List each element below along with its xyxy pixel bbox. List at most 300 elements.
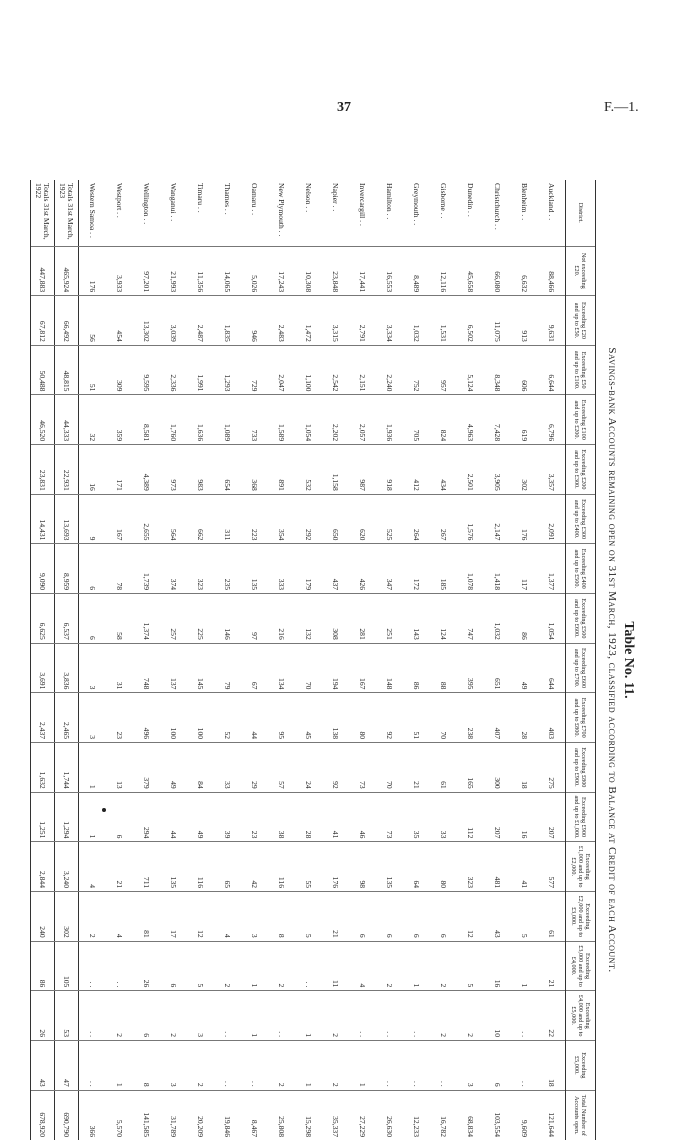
value-cell: 1 <box>79 743 107 793</box>
value-cell: 1,418 <box>484 544 511 594</box>
value-cell: 61 <box>538 892 566 942</box>
value-cell: 5 <box>457 941 484 991</box>
value-cell: 292 <box>295 494 322 544</box>
value-cell: 3,315 <box>322 296 349 346</box>
header-column-10: Exceeding £700 and up to £800. <box>566 693 596 743</box>
district-cell: Westport . . <box>115 183 124 218</box>
value-cell: 14,065 <box>214 246 241 296</box>
value-cell: 366 <box>79 1090 107 1140</box>
value-cell: 294 <box>133 792 160 842</box>
value-cell: 21 <box>403 743 430 793</box>
value-cell: 1,472 <box>295 296 322 346</box>
value-cell: 454 <box>106 296 133 346</box>
value-cell: 6,644 <box>538 345 566 395</box>
header-column-9: Exceeding £600 and up to £700. <box>566 643 596 693</box>
value-cell: 23,848 <box>322 246 349 296</box>
value-cell: 47 <box>55 1041 79 1091</box>
value-cell: 46,520 <box>31 395 55 445</box>
value-cell: 32 <box>79 395 107 445</box>
value-cell: 16,782 <box>430 1090 457 1140</box>
table-row <box>133 180 160 1140</box>
value-cell: 267 <box>430 494 457 544</box>
value-cell: 25,808 <box>268 1090 295 1140</box>
value-cell: 45,658 <box>457 246 484 296</box>
value-cell: 138 <box>322 693 349 743</box>
value-cell: 13,693 <box>55 494 79 544</box>
value-cell: 84 <box>187 743 214 793</box>
header-column-8: Exceeding £500 and up to £600. <box>566 594 596 644</box>
value-cell: 172 <box>403 544 430 594</box>
district-cell: Wellington . . <box>142 183 151 225</box>
value-cell: 6 <box>403 892 430 942</box>
table-row <box>349 180 376 1140</box>
table-row <box>268 180 295 1140</box>
value-cell: 6 <box>133 991 160 1041</box>
value-cell: 43 <box>484 892 511 942</box>
value-cell: 121,644 <box>538 1090 566 1140</box>
district-cell: New Plymouth . . <box>277 183 286 237</box>
value-cell: 49 <box>511 643 538 693</box>
value-cell: 97 <box>241 594 268 644</box>
value-cell: 6,625 <box>31 594 55 644</box>
value-cell: 12,233 <box>403 1090 430 1140</box>
value-cell: 2,047 <box>268 345 295 395</box>
value-cell: 8,467 <box>241 1090 268 1140</box>
value-cell: 1,576 <box>457 494 484 544</box>
value-cell: 81 <box>133 892 160 942</box>
value-cell: 1,251 <box>31 792 55 842</box>
value-cell: 1 <box>79 792 107 842</box>
value-cell: 2,487 <box>187 296 214 346</box>
page-reference: F.—1. <box>604 100 639 115</box>
header-column-17: Exceeding £5,000. <box>566 1041 596 1091</box>
value-cell: 2,844 <box>31 842 55 892</box>
value-cell: . . <box>511 1041 538 1091</box>
value-cell: 5 <box>511 892 538 942</box>
value-cell: 51 <box>79 345 107 395</box>
table-row <box>214 180 241 1140</box>
value-cell: 1 <box>511 941 538 991</box>
value-cell: 2,240 <box>376 345 403 395</box>
value-cell: . . <box>403 1041 430 1091</box>
value-cell: 116 <box>268 842 295 892</box>
value-cell: 1,032 <box>484 594 511 644</box>
value-cell: 135 <box>241 544 268 594</box>
value-cell: 711 <box>133 842 160 892</box>
value-cell: 66,492 <box>55 296 79 346</box>
value-cell: 167 <box>349 643 376 693</box>
value-cell: 26 <box>31 991 55 1041</box>
value-cell: 39 <box>214 792 241 842</box>
value-cell: 437 <box>322 544 349 594</box>
value-cell: 79 <box>214 643 241 693</box>
value-cell: 281 <box>349 594 376 644</box>
value-cell: 662 <box>187 494 214 544</box>
value-cell: 309 <box>106 345 133 395</box>
value-cell: 14,431 <box>31 494 55 544</box>
value-cell: 4 <box>79 842 107 892</box>
value-cell: 67 <box>241 643 268 693</box>
table-row <box>322 180 349 1140</box>
district-cell: Invercargill . . <box>358 183 367 226</box>
value-cell: 1 <box>295 991 322 1041</box>
value-cell: 179 <box>295 544 322 594</box>
value-cell: 2 <box>457 991 484 1041</box>
value-cell: 300 <box>484 743 511 793</box>
header-column-5: Exceeding £200 and up to £300. <box>566 445 596 495</box>
value-cell: 2,655 <box>133 494 160 544</box>
value-cell: 88,466 <box>538 246 566 296</box>
value-cell: 1 <box>403 941 430 991</box>
header-column-12: Exceeding £900 and up to £1,000. <box>566 792 596 842</box>
header-column-16: Exceeding £4,000 and up to £5,000. <box>566 991 596 1041</box>
value-cell: 1,158 <box>322 445 349 495</box>
value-cell: 2,542 <box>322 345 349 395</box>
value-cell: . . <box>376 991 403 1041</box>
value-cell: 748 <box>133 643 160 693</box>
value-cell: 88 <box>430 643 457 693</box>
value-cell: 2 <box>160 991 187 1041</box>
value-cell: 1,589 <box>268 395 295 445</box>
district-cell: Totals 31st March, 1922 <box>31 180 55 246</box>
value-cell: 67,812 <box>31 296 55 346</box>
value-cell: 426 <box>349 544 376 594</box>
value-cell: 983 <box>187 445 214 495</box>
value-cell: 9,595 <box>133 345 160 395</box>
value-cell: 207 <box>484 792 511 842</box>
value-cell: 35 <box>403 792 430 842</box>
value-cell: 194 <box>322 643 349 693</box>
value-cell: 11,075 <box>484 296 511 346</box>
value-cell: 41 <box>322 792 349 842</box>
value-cell: 86 <box>403 643 430 693</box>
value-cell: 1,739 <box>133 544 160 594</box>
value-cell: 251 <box>376 594 403 644</box>
value-cell: 620 <box>349 494 376 544</box>
value-cell: 3,039 <box>160 296 187 346</box>
value-cell: 31,789 <box>160 1090 187 1140</box>
value-cell: 55 <box>295 842 322 892</box>
value-cell: 49 <box>160 743 187 793</box>
value-cell: 2,147 <box>484 494 511 544</box>
value-cell: 92 <box>376 693 403 743</box>
district-cell: Nelson . . <box>304 183 313 213</box>
value-cell: 19,846 <box>214 1090 241 1140</box>
value-cell: 6 <box>484 1041 511 1091</box>
value-cell: 50,488 <box>31 345 55 395</box>
value-cell: 13,302 <box>133 296 160 346</box>
value-cell: 1 <box>241 941 268 991</box>
value-cell: 2 <box>268 1041 295 1091</box>
value-cell: 3,240 <box>55 842 79 892</box>
value-cell: 12 <box>187 892 214 942</box>
value-cell: 27,229 <box>349 1090 376 1140</box>
value-cell: 43 <box>31 1041 55 1091</box>
value-cell: 21 <box>106 842 133 892</box>
value-cell: 2,437 <box>31 693 55 743</box>
header-column-15: Exceeding £3,000 and up to £4,000. <box>566 941 596 991</box>
value-cell: 3 <box>79 643 107 693</box>
value-cell: . . <box>214 991 241 1041</box>
district-cell: Thames . . <box>223 183 232 215</box>
value-cell: 31 <box>106 643 133 693</box>
value-cell: 3,933 <box>106 246 133 296</box>
value-cell: 135 <box>160 842 187 892</box>
value-cell: 171 <box>106 445 133 495</box>
value-cell: 6,537 <box>55 594 79 644</box>
value-cell: 116 <box>187 842 214 892</box>
value-cell: 651 <box>484 643 511 693</box>
district-cell: Blenheim . . <box>520 183 529 221</box>
value-cell: 8,348 <box>484 345 511 395</box>
value-cell: 92 <box>322 743 349 793</box>
value-cell: 10,308 <box>295 246 322 296</box>
value-cell: 2,791 <box>349 296 376 346</box>
value-cell: 1,531 <box>430 296 457 346</box>
value-cell: 29 <box>241 743 268 793</box>
value-cell: 311 <box>214 494 241 544</box>
value-cell: 12,116 <box>430 246 457 296</box>
value-cell: 16 <box>511 792 538 842</box>
value-cell: 447,883 <box>31 246 55 296</box>
value-cell: 64 <box>403 842 430 892</box>
value-cell: 918 <box>376 445 403 495</box>
savings-bank-table <box>30 180 596 1140</box>
value-cell: 705 <box>403 395 430 445</box>
value-cell: 465,924 <box>55 246 79 296</box>
value-cell: 1,100 <box>295 345 322 395</box>
value-cell: 3,905 <box>484 445 511 495</box>
value-cell: 4,389 <box>133 445 160 495</box>
table-row <box>430 180 457 1140</box>
value-cell: 650 <box>322 494 349 544</box>
value-cell: 86 <box>31 941 55 991</box>
header-column-7: Exceeding £400 and up to £500. <box>566 544 596 594</box>
value-cell: . . <box>79 1041 107 1091</box>
value-cell: 323 <box>457 842 484 892</box>
value-cell: 1,760 <box>160 395 187 445</box>
header-column-4: Exceeding £100 and up to £200. <box>566 395 596 445</box>
value-cell: 747 <box>457 594 484 644</box>
value-cell: 53 <box>55 991 79 1041</box>
value-cell: 145 <box>187 643 214 693</box>
table-body <box>31 180 566 1140</box>
value-cell: 132 <box>295 594 322 644</box>
value-cell: 987 <box>349 445 376 495</box>
district-cell: Christchurch . . <box>493 183 502 230</box>
value-cell: 80 <box>349 693 376 743</box>
value-cell: 481 <box>484 842 511 892</box>
value-cell: 275 <box>538 743 566 793</box>
table-row <box>538 180 566 1140</box>
value-cell: 302 <box>511 445 538 495</box>
table-row <box>484 180 511 1140</box>
value-cell: 2,336 <box>160 345 187 395</box>
value-cell: 98 <box>349 842 376 892</box>
value-cell: 4 <box>349 941 376 991</box>
value-cell: 44,333 <box>55 395 79 445</box>
value-cell: 13 <box>106 743 133 793</box>
value-cell: . . <box>295 941 322 991</box>
value-cell: 4 <box>106 892 133 942</box>
header-column-6: Exceeding £300 and up to £400. <box>566 494 596 544</box>
value-cell: 35,337 <box>322 1090 349 1140</box>
value-cell: . . <box>241 1041 268 1091</box>
value-cell: 6 <box>349 892 376 942</box>
header-column-18: Total Number of Accounts open. <box>566 1090 596 1140</box>
value-cell: . . <box>268 991 295 1041</box>
value-cell: 73 <box>349 743 376 793</box>
value-cell: 1 <box>349 1041 376 1091</box>
rotated-table-block <box>36 180 636 1140</box>
value-cell: 1,744 <box>55 743 79 793</box>
value-cell: 100 <box>160 693 187 743</box>
page-number: 37 <box>337 100 351 115</box>
value-cell: 42 <box>241 842 268 892</box>
value-cell: 752 <box>403 345 430 395</box>
value-cell: 8 <box>133 1041 160 1091</box>
value-cell: . . <box>79 941 107 991</box>
value-cell: 891 <box>268 445 295 495</box>
value-cell: 135 <box>376 842 403 892</box>
value-cell: 51 <box>403 693 430 743</box>
value-cell: 41 <box>511 842 538 892</box>
value-cell: 2 <box>430 991 457 1041</box>
value-cell: 1,294 <box>55 792 79 842</box>
value-cell: 5,026 <box>241 246 268 296</box>
value-cell: 3 <box>79 693 107 743</box>
value-cell: 368 <box>241 445 268 495</box>
district-cell: Totals 31st March, 1923 <box>55 180 79 246</box>
value-cell: 6,502 <box>457 296 484 346</box>
value-cell: 80 <box>430 842 457 892</box>
value-cell: 7,428 <box>484 395 511 445</box>
table-row <box>241 180 268 1140</box>
value-cell: 21,993 <box>160 246 187 296</box>
district-cell: Hamilton . . <box>385 183 394 220</box>
header-column-11: Exceeding £800 and up to £900. <box>566 743 596 793</box>
value-cell: 148 <box>376 643 403 693</box>
value-cell: 3,357 <box>538 445 566 495</box>
value-cell: 44 <box>241 693 268 743</box>
value-cell: 10 <box>484 991 511 1041</box>
value-cell: 1,377 <box>538 544 566 594</box>
value-cell: 407 <box>484 693 511 743</box>
value-cell: 2 <box>214 941 241 991</box>
value-cell: 8,581 <box>133 395 160 445</box>
value-cell: 2,151 <box>349 345 376 395</box>
value-cell: 103,554 <box>484 1090 511 1140</box>
district-cell: Timaru . . <box>196 183 205 213</box>
district-cell: Greymouth . . <box>412 183 421 226</box>
value-cell: 824 <box>430 395 457 445</box>
table-title: Savings-bank Accounts remaining open on 31st March, 1923, classified according to Balance at Credit of each Account. <box>606 347 618 973</box>
value-cell: 16 <box>79 445 107 495</box>
value-cell: 323 <box>187 544 214 594</box>
value-cell: 1 <box>241 991 268 1041</box>
value-cell: 729 <box>241 345 268 395</box>
value-cell: 216 <box>268 594 295 644</box>
value-cell: 4,963 <box>457 395 484 445</box>
value-cell: 207 <box>538 792 566 842</box>
value-cell: 9 <box>79 494 107 544</box>
value-cell: 58 <box>106 594 133 644</box>
value-cell: 564 <box>160 494 187 544</box>
header-district: District. <box>566 180 596 246</box>
table-row <box>160 180 187 1140</box>
value-cell: 225 <box>187 594 214 644</box>
value-cell: 56 <box>79 296 107 346</box>
value-cell: 3 <box>160 1041 187 1091</box>
value-cell: 644 <box>538 643 566 693</box>
value-cell: 18 <box>538 1041 566 1091</box>
value-cell: 5,570 <box>106 1090 133 1140</box>
value-cell: 2 <box>322 1041 349 1091</box>
table-row <box>376 180 403 1140</box>
value-cell: 577 <box>538 842 566 892</box>
value-cell: 2,091 <box>538 494 566 544</box>
value-cell: 3 <box>187 991 214 1041</box>
value-cell: 141,585 <box>133 1090 160 1140</box>
value-cell: 238 <box>457 693 484 743</box>
value-cell: 146 <box>214 594 241 644</box>
value-cell: 70 <box>430 693 457 743</box>
value-cell: 619 <box>511 395 538 445</box>
table-row <box>511 180 538 1140</box>
value-cell: 100 <box>187 693 214 743</box>
district-cell: Wanganui . . <box>169 183 178 222</box>
table-row <box>106 180 133 1140</box>
value-cell: 354 <box>268 494 295 544</box>
value-cell: . . <box>79 991 107 1041</box>
value-cell: . . <box>214 1041 241 1091</box>
value-cell: 6 <box>79 544 107 594</box>
value-cell: 21 <box>322 892 349 942</box>
value-cell: 403 <box>538 693 566 743</box>
value-cell: 2,501 <box>457 445 484 495</box>
value-cell: 6,796 <box>538 395 566 445</box>
value-cell: 1 <box>295 1041 322 1091</box>
value-cell: 49 <box>187 792 214 842</box>
value-cell: 2,483 <box>268 296 295 346</box>
district-cell: Gisborne . . <box>439 183 448 219</box>
value-cell: 176 <box>79 246 107 296</box>
value-cell: 3,691 <box>31 643 55 693</box>
value-cell: 654 <box>214 445 241 495</box>
value-cell: . . <box>106 941 133 991</box>
value-cell: 17 <box>160 892 187 942</box>
value-cell: 374 <box>160 544 187 594</box>
value-cell: 973 <box>160 445 187 495</box>
value-cell: 44 <box>160 792 187 842</box>
value-cell: 23 <box>106 693 133 743</box>
value-cell: 28 <box>511 693 538 743</box>
value-cell: 1,293 <box>214 345 241 395</box>
value-cell: 45 <box>295 693 322 743</box>
value-cell: 913 <box>511 296 538 346</box>
value-cell: 46 <box>349 792 376 842</box>
value-cell: 8,489 <box>403 246 430 296</box>
value-cell: 264 <box>403 494 430 544</box>
value-cell: 70 <box>376 743 403 793</box>
value-cell: 21 <box>538 941 566 991</box>
value-cell: 167 <box>106 494 133 544</box>
value-cell: 5 <box>187 941 214 991</box>
table-row <box>79 180 107 1140</box>
header-column-1: Not exceeding £20. <box>566 246 596 296</box>
value-cell: 5 <box>295 892 322 942</box>
value-cell: 70 <box>295 643 322 693</box>
